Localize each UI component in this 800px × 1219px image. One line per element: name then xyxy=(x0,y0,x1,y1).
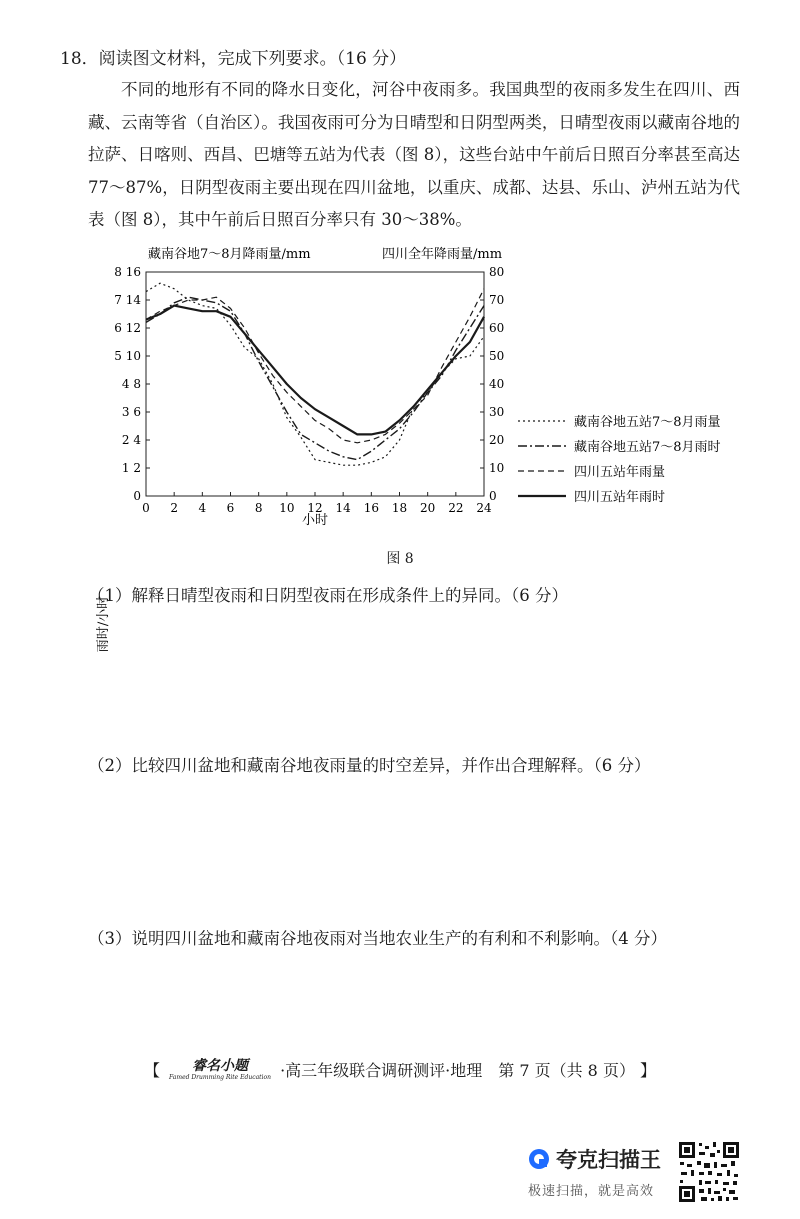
x-tick-label: 20 xyxy=(420,501,436,515)
x-tick-label: 4 xyxy=(198,501,207,515)
left-tick-label: 2 4 xyxy=(121,433,141,447)
right-tick-label: 80 xyxy=(489,265,505,279)
subquestion-3: （3）说明四川盆地和藏南谷地夜雨对当地农业生产的有利和不利影响。（4 分） xyxy=(88,929,667,948)
question-heading: 18．阅读图文材料，完成下列要求。（16 分） xyxy=(60,49,407,69)
legend-label-3: 四川五站年雨量 xyxy=(574,465,666,480)
legend-label-1: 藏南谷地五站7～8月雨量 xyxy=(574,415,721,430)
footer-text: ·高三年级联合调研测评·地理 第 7 页（共 8 页） xyxy=(280,1061,635,1080)
scanner-logo-icon xyxy=(528,1148,550,1170)
right-tick-label: 50 xyxy=(489,349,505,363)
subquestion-1: （1）解释日晴型夜雨和日阴型夜雨在形成条件上的异同。（6 分） xyxy=(88,586,568,605)
x-tick-label: 8 xyxy=(254,501,263,515)
watermark-subtitle: 极速扫描，就是高效 xyxy=(528,1184,655,1199)
right-tick-label: 0 xyxy=(489,489,497,503)
subquestion-2: （2）比较四川盆地和藏南谷地夜雨量的时空差异，并作出合理解释。（6 分） xyxy=(88,756,651,775)
right-tick-label: 20 xyxy=(489,433,505,447)
qr-code-icon xyxy=(677,1140,741,1204)
x-tick-label: 14 xyxy=(335,501,351,515)
right-tick-label: 40 xyxy=(489,377,505,391)
left-tick-label: 4 8 xyxy=(121,377,141,391)
watermark-title: 夸克扫描王 xyxy=(556,1148,661,1172)
question-paragraph: 不同的地形有不同的降水日变化，河谷中夜雨多。我国典型的夜雨多发生在四川、西藏、云南等省（自治区）。我国夜雨可分为日晴型和日阴型两类，日晴型夜雨以藏南谷地的拉萨、日喀则、西昌、巴塘等五站为代表（图 8），这些台站中午前后日照百分率甚至高达 77～87%，日阴型夜雨主要出现在四川盆地，以重庆、成都、达县、乐山、泸州五站为代表（图 8），其中午前后日照百分率只有 30～38%。 xyxy=(88,80,740,229)
right-tick-label: 30 xyxy=(489,405,505,419)
left-tick-label: 6 12 xyxy=(114,321,141,335)
right-axis-title: 四川全年降雨量/mm xyxy=(382,247,503,262)
right-tick-label: 70 xyxy=(489,293,505,307)
publisher-logo: 睿名小题 Famed Drumming Rite Education xyxy=(169,1057,271,1081)
series-line-3 xyxy=(146,289,484,443)
x-tick-label: 0 xyxy=(142,501,150,515)
x-tick-label: 2 xyxy=(170,501,178,515)
x-tick-label: 18 xyxy=(391,501,408,515)
legend-label-4: 四川五站年雨时 xyxy=(574,490,666,505)
left-axis-vertical-label: 雨时/小时 xyxy=(96,595,111,653)
x-tick-label: 12 xyxy=(307,501,323,515)
left-tick-label: 8 16 xyxy=(114,265,141,279)
right-tick-label: 10 xyxy=(489,461,505,475)
x-tick-label: 22 xyxy=(448,501,464,515)
figure-caption: 图 8 xyxy=(386,551,414,567)
x-tick-label: 10 xyxy=(279,501,295,515)
series-line-2 xyxy=(146,297,484,459)
legend-label-2: 藏南谷地五站7～8月雨时 xyxy=(574,440,721,455)
x-tick-label: 6 xyxy=(226,501,235,515)
x-tick-label: 24 xyxy=(476,501,492,515)
series-line-4 xyxy=(146,306,484,435)
left-tick-label: 5 10 xyxy=(114,349,141,363)
left-axis-title: 藏南谷地7～8月降雨量/mm xyxy=(148,247,311,262)
x-tick-label: 16 xyxy=(363,501,379,515)
x-axis-label: 小时 xyxy=(301,513,329,528)
scanner-watermark xyxy=(528,1144,668,1199)
right-tick-label: 60 xyxy=(489,321,505,335)
left-tick-label: 3 6 xyxy=(121,405,141,419)
left-tick-label: 1 2 xyxy=(121,461,141,475)
left-tick-label: 0 xyxy=(133,489,141,503)
page-footer xyxy=(0,1058,800,1084)
left-tick-label: 7 14 xyxy=(114,293,141,307)
footer-bracket-right: 】 xyxy=(640,1061,657,1080)
footer-bracket-left: 【 xyxy=(143,1061,160,1080)
